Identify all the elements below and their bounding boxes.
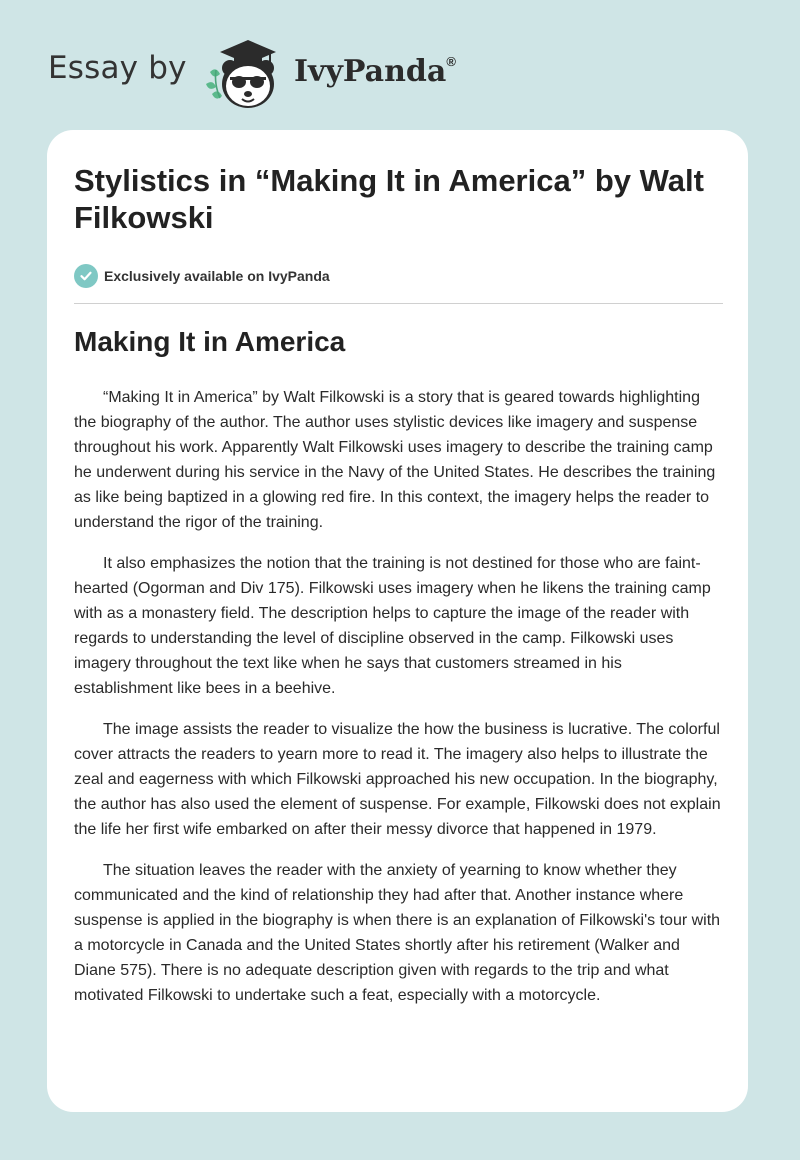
check-circle-icon: [74, 264, 98, 288]
essay-by-label: Essay by: [48, 50, 187, 86]
brand-name[interactable]: [294, 54, 456, 89]
brand-text: IvyPanda: [294, 54, 447, 89]
registered-mark: ®: [446, 54, 456, 69]
essay-body: [74, 385, 724, 1024]
paragraph: “Making It in America” by Walt Filkowski is a story that is geared towards highlighting the biography of the author. The author uses stylistic devices like imagery and suspense throughout his work. Apparently Walt Filkowski uses imagery to describe the training camp he underwent during his service in the Navy of the United States. He describes the training as like being baptized in a glowing red fire. In this context, the imagery helps the reader to understand the rigor of the training.: [74, 389, 716, 531]
exclusive-badge-label: Exclusively available on IvyPanda: [104, 268, 330, 284]
exclusive-badge: [74, 263, 330, 289]
panda-logo-icon[interactable]: [200, 34, 290, 114]
section-heading: Making It in America: [74, 326, 346, 357]
essay-title: Stylistics in “Making It in America” by Walt Filkowski: [74, 163, 704, 235]
paragraph: The situation leaves the reader with the anxiety of yearning to know whether they communicated and the kind of relationship they had after that. Another instance where suspense is applied in the biography is when there is an explanation of Filkowski's tour with a motorcycle in Canada and the United States shortly after his retirement (Walker and Diane 575). There is no adequate description given with regards to the trip and what motivated Filkowski to undertake such a feat, especially with a motorcycle.: [74, 862, 721, 1004]
essay-card: [47, 130, 748, 1112]
site-header: [48, 30, 548, 110]
title-divider: [74, 303, 723, 304]
paragraph: It also emphasizes the notion that the training is not destined for those who are faint-hearted (Ogorman and Div 175). Filkowski uses imagery when he likens the training camp with as a monastery field. The description helps to capture the image of the reader with regards to understanding the level of discipline observed in the camp. Filkowski uses imagery throughout the text like when he says that customers streamed in his establishment like bees in a beehive.: [74, 555, 711, 697]
paragraph: The image assists the reader to visualize the how the business is lucrative. The colorful cover attracts the readers to yearn more to read it. The imagery also helps to illustrate the zeal and eagerness with which Filkowski approached his new occupation. In the biography, the author has also used the element of suspense. For example, Filkowski does not explain the life her first wife embarked on after their messy divorce that happened in 1979.: [74, 721, 721, 838]
